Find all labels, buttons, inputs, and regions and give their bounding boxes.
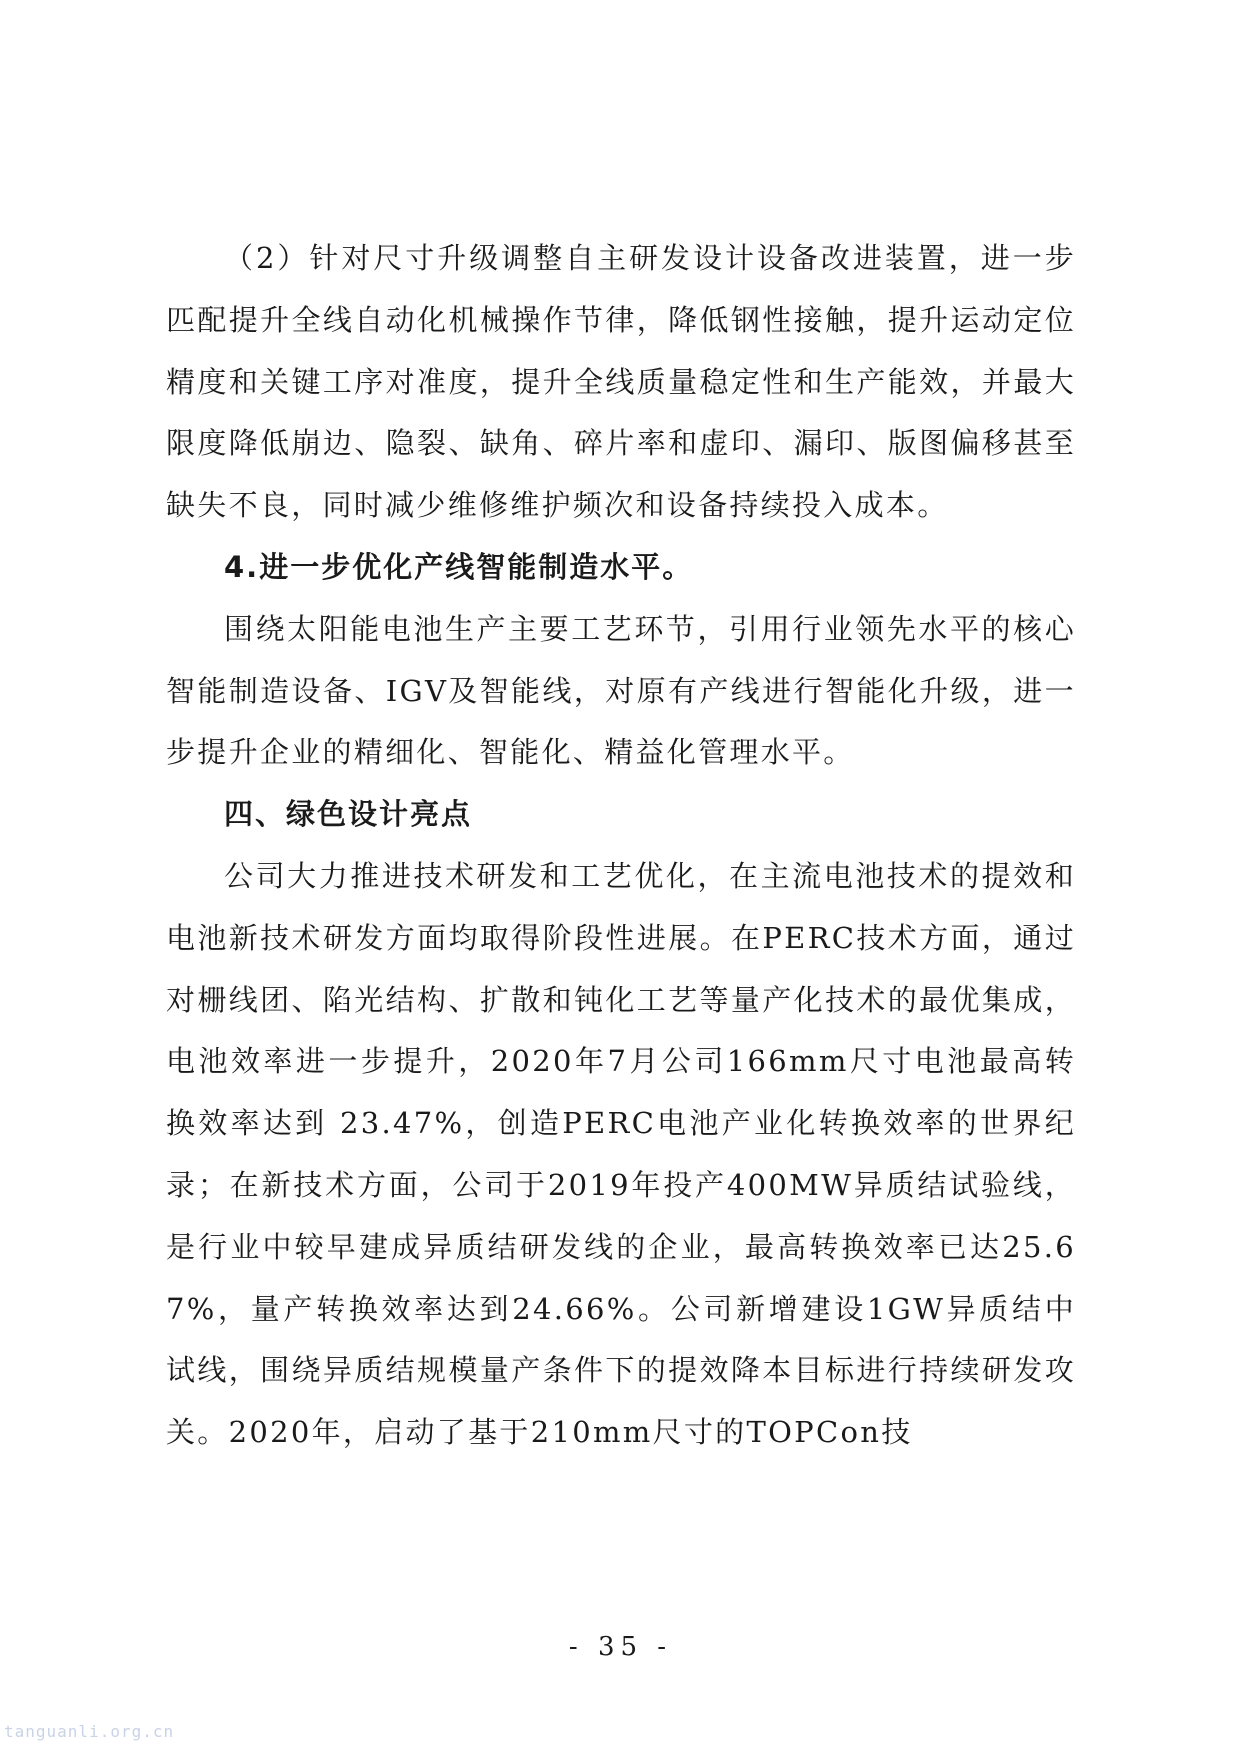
paragraph-green-design: 公司大力推进技术研发和工艺优化，在主流电池技术的提效和电池新技术研发方面均取得阶段性进展。在PERC技术方面，通过对栅线团、陷光结构、扩散和钝化工艺等量产化技术的最优集成，电池效率进一步提升，2020年7月公司166mm尺寸电池最高转换效率达到 23.47%，创造PERC电池产业化转换效率的世界纪录；在新技术方面，公司于2019年投产400MW异质结试验线，是行业中较早建成异质结研发线的企业，最高转换效率已达25.67%，量产转换效率达到24.66%。公司新增建设1GW异质结中试线，围绕异质结规模量产条件下的提效降本目标进行持续研发攻关。2020年，启动了基于210mm尺寸的TOPCon技 <box>166 858 1076 1450</box>
paragraph-smart-manufacturing: 围绕太阳能电池生产主要工艺环节，引用行业领先水平的核心智能制造设备、IGV及智能线，对原有产线进行智能化升级，进一步提升企业的精细化、智能化、精益化管理水平。 <box>166 611 1076 770</box>
watermark-text: tanguanli.org.cn <box>4 1722 175 1741</box>
page-number: - 35 - <box>568 1632 673 1662</box>
section-heading-green-design: 四、绿色设计亮点 <box>224 797 473 832</box>
section-heading-smart-manufacturing: 4.进一步优化产线智能制造水平。 <box>224 549 694 584</box>
paragraph-equipment-upgrade: （2）针对尺寸升级调整自主研发设计设备改进装置，进一步匹配提升全线自动化机械操作节律，降低钢性接触，提升运动定位精度和关键工序对准度，提升全线质量稳定性和生产能效，并最大限度降低崩边、隐裂、缺角、碎片率和虚印、漏印、版图偏移甚至缺失不良，同时减少维修维护频次和设备持续投入成本。 <box>166 241 1076 523</box>
document-body <box>166 228 1076 1464</box>
